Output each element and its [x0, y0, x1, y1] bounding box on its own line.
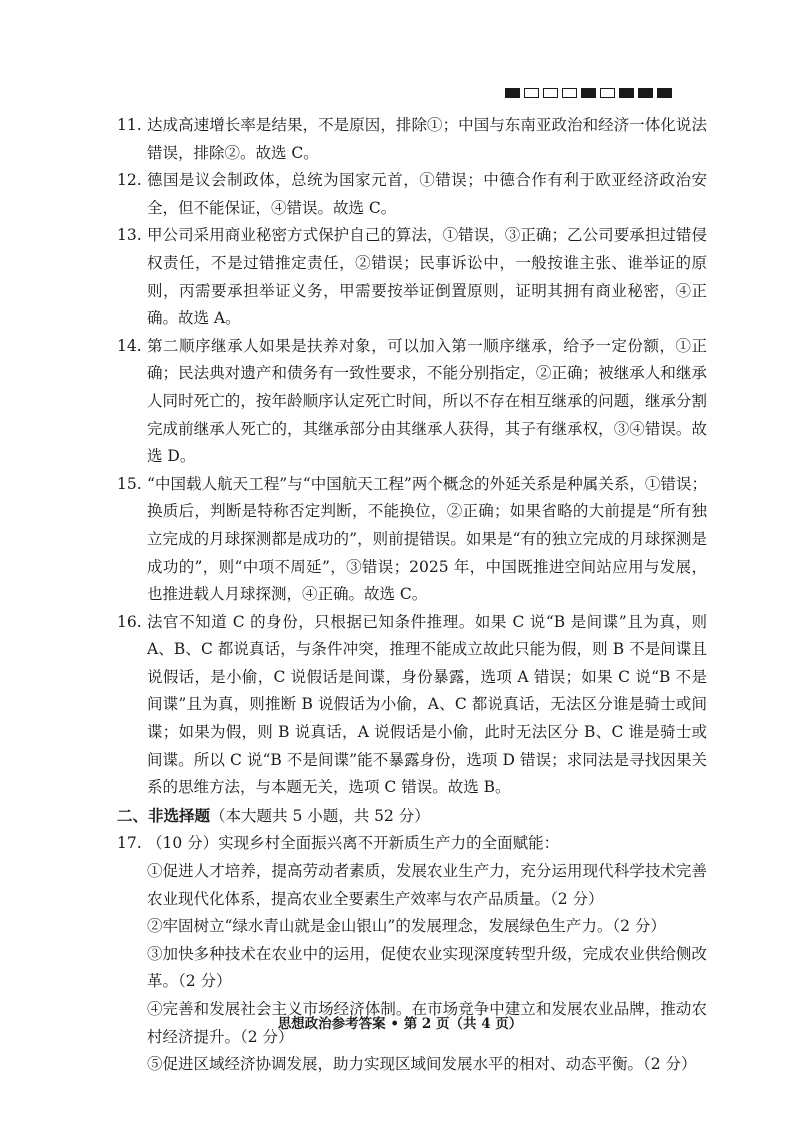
header-mark	[657, 88, 672, 98]
item-number: 16.	[117, 612, 142, 631]
section-note: （本大题共 5 小题，共 52 分）	[210, 806, 430, 825]
item-number: 11.	[117, 116, 142, 134]
answer-item-16	[117, 609, 707, 802]
header-mark	[600, 88, 615, 98]
item-text: “中国载人航天工程”与“中国航天工程”两个概念的外延关系是种属关系，①错误；换质后，判断是特称否定判断，不能换位，②正确；如果省略的大前提是“所有独立完成的月球探测都是成功的”，则前提错误。如果是“有的独立完成的月球探测是成功的”，则“中项不周延”，③错误；2025 年，中国既推进空间站应用与发展，也推进载人月球探测，④正确。故选 C。	[147, 474, 707, 604]
answer-point: ①促进人才培养，提高劳动者素质，发展农业生产力，充分运用现代科学技术完善农业现代化体系，提高农业全要素生产效率与农产品质量。（2 分）	[147, 862, 707, 908]
header-mark	[524, 88, 539, 98]
answer-item-12	[117, 167, 707, 222]
header-mark	[581, 88, 596, 98]
answer-item-13	[117, 222, 707, 332]
item-text: 第二顺序继承人如果是扶养对象，可以加入第一顺序继承，给予一定份额，①正确；民法典对遗产和债务有一致性要求，不能分别指定，②正确；被继承人和继承人同时死亡的，按年龄顺序认定死亡时间，所以不存在相互继承的问题，继承分割完成前继承人死亡的，其继承部分由其继承人获得，其子有继承权，③④错误。故选 D。	[147, 336, 707, 466]
answer-point: ②牢固树立“绿水青山就是金山银山”的发展理念，发展绿色生产力。（2 分）	[147, 917, 666, 936]
item-number: 12.	[117, 171, 142, 190]
answer-point: ③加快多种技术在农业中的运用，促使农业实现深度转型升级，完成农业供给侧改革。（2 分）	[147, 944, 707, 991]
header-marks	[505, 88, 672, 98]
item-text: 法官不知道 C 的身份，只根据已知条件推理。如果 C 说“B 是间谍”且为真，则 A、B、C 都说真话，与条件冲突，推理不能成立故此只能为假，则 B 不是间谍且说假话，是小偷，C 说假话是间谍，身份暴露，选项 A 错误；如果 C 说“B 不是间谍”且为真，则推断 B 说假话为小偷，A、C 都说真话，无法区分谁是骑士或间谍；如果为假，则 B 说真话，A 说假话是小偷，此时无法区分 B、C 谁是骑士或间谍。所以 C 说“B 不是间谍”能不暴露身份，选项 D 错误；求同法是寻找因果关系的思维方法，与本题无关，选项 C 错误。故选 B。	[147, 612, 707, 797]
header-mark	[619, 88, 634, 98]
section-heading	[117, 802, 707, 831]
item-number: 15.	[117, 474, 142, 493]
header-mark	[638, 88, 653, 98]
header-mark	[505, 88, 520, 98]
header-mark	[543, 88, 558, 98]
item-text: （10 分）实现乡村全面振兴离不开新质生产力的全面赋能：	[147, 834, 560, 853]
answer-point: ④完善和发展社会主义市场经济体制。在市场竞争中建立和发展农业品牌，推动农村经济提升。（2 分）	[147, 1000, 707, 1046]
item-text: 德国是议会制政体，总统为国家元首，①错误；中德合作有利于欧亚经济政治安全，但不能保证，④错误。故选 C。	[147, 171, 707, 217]
header-mark	[562, 88, 577, 98]
answer-content	[117, 112, 707, 1079]
section-title: 二、非选择题	[117, 805, 211, 825]
answer-item-17	[117, 830, 707, 858]
item-text: 甲公司采用商业秘密方式保护自己的算法，①错误，③正确；乙公司要承担过错侵权责任，不是过错推定责任，②错误；民事诉讼中，一般按谁主张、谁举证的原则，丙需要承担举证义务，甲需要按举证倒置原则，证明其拥有商业秘密，④正确。故选 A。	[147, 226, 707, 328]
answer-item-11	[117, 112, 707, 167]
answer-item-14	[117, 333, 707, 471]
page-footer: 思想政治参考答案 • 第 2 页（共 4 页）	[277, 1016, 523, 1032]
item-number: 14.	[117, 336, 142, 355]
item-text: 达成高速增长率是结果，不是原因，排除①；中国与东南亚政治和经济一体化说法错误，排除②。故选 C。	[147, 116, 707, 162]
item-number: 17.	[117, 834, 142, 853]
answer-item-15	[117, 471, 707, 609]
answer-point: ⑤促进区域经济协调发展，助力实现区域间发展水平的相对、动态平衡。（2 分）	[147, 1055, 697, 1074]
item-number: 13.	[117, 226, 142, 245]
